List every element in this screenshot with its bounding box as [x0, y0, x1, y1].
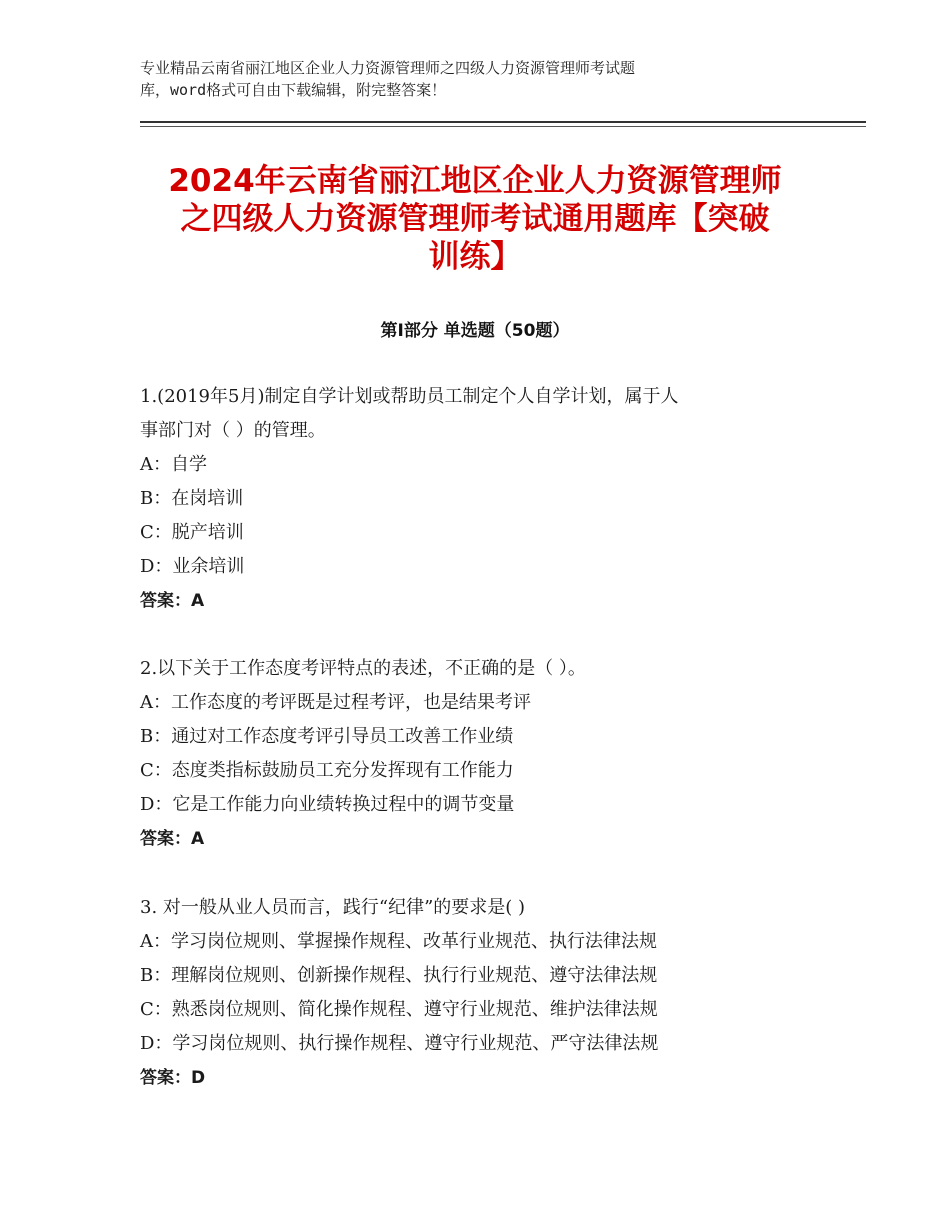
option-b: B：理解岗位规则、创新操作规程、执行行业规范、遵守法律法规 — [140, 965, 658, 986]
header-rule-thick — [140, 121, 866, 123]
question-3 — [140, 891, 820, 1095]
answer-line — [140, 1061, 820, 1095]
answer-label: 答案： — [140, 591, 191, 611]
question-1 — [140, 380, 820, 618]
answer-value: A — [191, 829, 205, 849]
title-line: 之四级人力资源管理师考试通用题库【突破 — [180, 201, 770, 237]
option-a: A：自学 — [140, 454, 207, 475]
title-line: 训练】 — [428, 239, 522, 275]
option-a: A：工作态度的考评既是过程考评，也是结果考评 — [140, 692, 531, 713]
question-stem: 3. 对一般从业人员而言，践行“纪律”的要求是( ) — [140, 897, 526, 918]
question-stem: 事部门对（ ）的管理。 — [140, 420, 326, 441]
option-d: D：它是工作能力向业绩转换过程中的调节变量 — [140, 794, 515, 815]
document-title — [130, 162, 820, 276]
header-note-line: 库，word格式可自由下载编辑，附完整答案！ — [140, 81, 447, 99]
question-2 — [140, 652, 820, 856]
option-a: A：学习岗位规则、掌握操作规程、改革行业规范、执行法律法规 — [140, 931, 657, 952]
question-stem: 1.(2019年5月)制定自学计划或帮助员工制定个人自学计划，属于人 — [140, 386, 679, 407]
option-c: C：脱产培训 — [140, 522, 244, 543]
question-stem: 2.以下关于工作态度考评特点的表述，不正确的是（ ）。 — [140, 658, 586, 679]
option-b: B：通过对工作态度考评引导员工改善工作业绩 — [140, 726, 514, 747]
header-note — [140, 57, 780, 101]
answer-line — [140, 584, 820, 618]
answer-line — [140, 822, 820, 856]
header-rule-thin — [140, 126, 866, 127]
answer-value: A — [191, 591, 205, 611]
option-d: D：学习岗位规则、执行操作规程、遵守行业规范、严守法律法规 — [140, 1033, 659, 1054]
header-note-line: 专业精品云南省丽江地区企业人力资源管理师之四级人力资源管理师考试题 — [140, 59, 636, 77]
answer-label: 答案： — [140, 829, 191, 849]
option-c: C：态度类指标鼓励员工充分发挥现有工作能力 — [140, 760, 514, 781]
option-c: C：熟悉岗位规则、简化操作规程、遵守行业规范、维护法律法规 — [140, 999, 658, 1020]
answer-label: 答案： — [140, 1068, 191, 1088]
answer-value: D — [191, 1068, 206, 1088]
title-line: 2024年云南省丽江地区企业人力资源管理师 — [168, 163, 782, 199]
option-b: B：在岗培训 — [140, 488, 244, 509]
section-heading: 第Ⅰ部分 单选题（50题） — [380, 321, 570, 341]
option-d: D：业余培训 — [140, 556, 245, 577]
